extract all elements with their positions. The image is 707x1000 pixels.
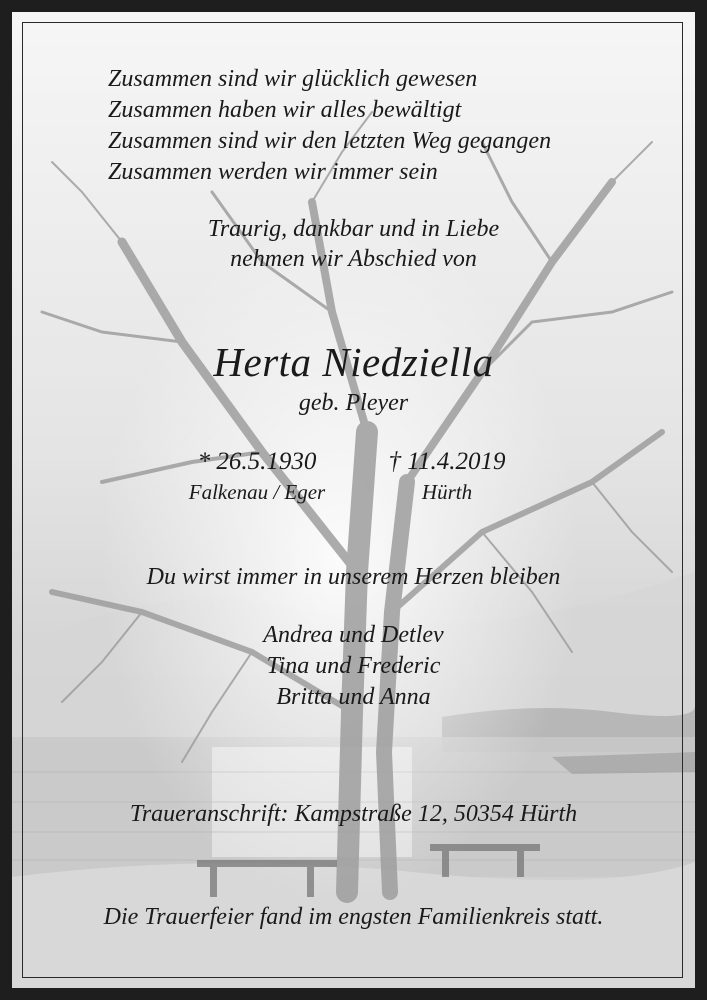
poem-line: Zusammen sind wir glücklich gewesen — [108, 66, 478, 92]
death-place: Hürth — [421, 480, 473, 504]
birth-place: Falkenau / Eger — [188, 480, 326, 504]
farewell-line: Du wirst immer in unserem Herzen bleiben — [146, 564, 561, 590]
poem-line: Zusammen haben wir alles bewältigt — [108, 97, 462, 123]
mourner-name: Tina und Frederic — [266, 653, 441, 679]
intro-line: nehmen wir Abschied von — [230, 246, 477, 272]
poem-line: Zusammen sind wir den letzten Weg gegangen — [108, 128, 552, 154]
deceased-name: Herta Niedziella — [213, 339, 494, 385]
mourner-name: Andrea und Detlev — [263, 622, 444, 648]
ceremony-note: Die Trauerfeier fand im engsten Familienkreis statt. — [103, 904, 604, 930]
intro-line: Traurig, dankbar und in Liebe — [207, 216, 500, 242]
death-date: † 11.4.2019 — [388, 448, 506, 475]
mourning-address: Traueranschrift: Kampstraße 12, 50354 Hürth — [129, 801, 578, 827]
mourner-name: Britta und Anna — [276, 684, 431, 710]
birth-date: * 26.5.1930 — [197, 448, 317, 475]
birth-name: geb. Pleyer — [298, 390, 409, 416]
obituary-card — [12, 12, 695, 988]
poem-line: Zusammen werden wir immer sein — [108, 159, 438, 185]
